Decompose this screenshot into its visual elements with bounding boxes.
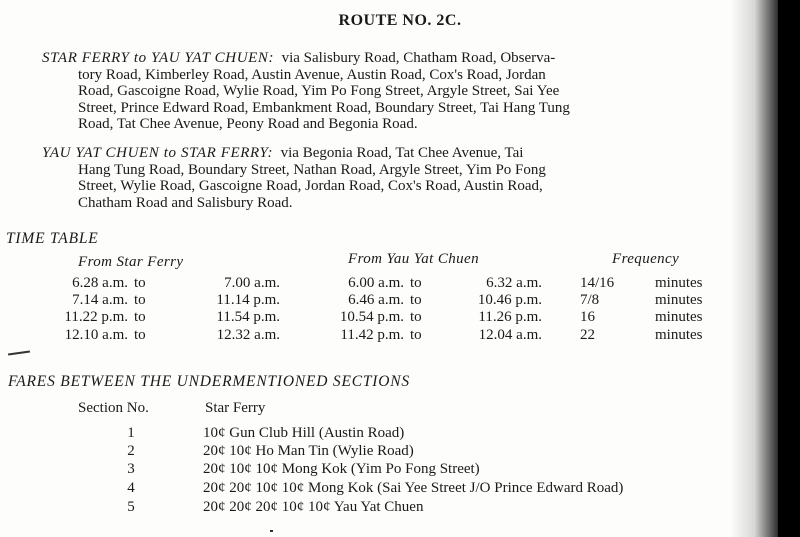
route-out-paragraph xyxy=(42,50,570,133)
fares-heading: FARES BETWEEN THE UNDERMENTIONED SECTIONS xyxy=(8,373,410,390)
timetable-frequency: 16 xyxy=(580,309,595,325)
timetable-col-star-ferry: From Star Ferry xyxy=(78,254,184,270)
fare-row xyxy=(203,443,414,460)
route-back-line: Chatham Road and Salisbury Road. xyxy=(78,194,293,211)
timetable-yy-to: 10.46 p.m. xyxy=(477,292,542,308)
timetable-frequency-unit: minutes xyxy=(655,309,703,325)
scan-shadow-edge xyxy=(778,0,800,537)
timetable-sf-from: 6.28 a.m. xyxy=(72,275,128,291)
fare-section-no: 5 xyxy=(127,499,135,515)
fares-col-origin: Star Ferry xyxy=(205,400,266,416)
timetable-frequency-unit: minutes xyxy=(655,327,703,343)
fare-place: Yau Yat Chuen xyxy=(333,499,424,515)
fare-section-no: 3 xyxy=(127,461,135,477)
fare-place: Mong Kok (Yim Po Fong Street) xyxy=(281,461,480,477)
timetable-yy-from: 6.00 a.m. xyxy=(348,275,404,291)
timetable-yy-from: 11.42 p.m. xyxy=(340,327,404,343)
fare-row xyxy=(203,480,623,497)
route-back-paragraph xyxy=(42,145,546,211)
timetable-sf-to: 12.32 a.m. xyxy=(216,327,280,343)
fare-amounts: 20¢ 20¢ 10¢ 10¢ xyxy=(203,480,305,496)
route-title: ROUTE NO. 2C. xyxy=(338,12,462,29)
timetable-frequency: 14/16 xyxy=(580,275,615,291)
fare-place: Mong Kok (Sai Yee Street J/O Prince Edward Road) xyxy=(308,480,624,496)
timetable-sf-from: 12.10 a.m. xyxy=(64,327,128,343)
timetable-yy-from: 10.54 p.m. xyxy=(339,309,404,325)
fares-col-section: Section No. xyxy=(78,400,149,416)
timetable-frequency-unit: minutes xyxy=(655,292,703,308)
timetable-to-word: to xyxy=(410,309,422,325)
timetable-to-word: to xyxy=(134,327,146,343)
fare-section-no: 2 xyxy=(127,443,135,459)
timetable-to-word: to xyxy=(134,309,146,325)
timetable-sf-to: 11.14 p.m. xyxy=(216,292,280,308)
fare-place: Gun Club Hill (Austin Road) xyxy=(229,425,405,441)
timetable-to-word: to xyxy=(410,275,422,291)
timetable-to-word: to xyxy=(410,327,422,343)
timetable-sf-to: 11.54 p.m. xyxy=(216,309,280,325)
timetable-col-yau-yat-chuen: From Yau Yat Chuen xyxy=(348,251,479,267)
print-speck xyxy=(270,530,273,532)
timetable-yy-to: 11.26 p.m. xyxy=(478,309,542,325)
timetable-yy-to: 12.04 a.m. xyxy=(478,327,542,343)
route-out-line: tory Road, Kimberley Road, Austin Avenue, Austin Road, Cox's Road, Jordan xyxy=(78,66,546,83)
route-out-line: Road, Tat Chee Avenue, Peony Road and Begonia Road. xyxy=(78,116,418,132)
fare-row xyxy=(203,425,404,442)
timetable-frequency: 7/8 xyxy=(580,292,600,308)
fare-amounts: 20¢ 10¢ xyxy=(203,443,252,459)
fare-place: Ho Man Tin (Wylie Road) xyxy=(255,443,414,459)
fare-amounts: 10¢ xyxy=(203,425,226,441)
route-back-line: via Begonia Road, Tat Chee Avenue, Tai xyxy=(280,145,524,161)
route-back-line: Hang Tung Road, Boundary Street, Nathan Road, Argyle Street, Yim Po Fong xyxy=(78,161,546,178)
timetable-yy-to: 6.32 a.m. xyxy=(486,275,542,291)
fare-row xyxy=(203,461,480,478)
route-out-line: Street, Prince Edward Road, Embankment Road, Boundary Street, Tai Hang Tung xyxy=(78,99,570,116)
timetable-frequency-unit: minutes xyxy=(655,275,703,291)
timetable-to-word: to xyxy=(134,275,146,291)
timetable-sf-to: 7.00 a.m. xyxy=(224,275,280,291)
timetable-sf-from: 7.14 a.m. xyxy=(72,292,128,308)
fare-amounts: 20¢ 10¢ 10¢ xyxy=(203,461,278,477)
fare-row xyxy=(203,499,423,516)
timetable-to-word: to xyxy=(134,292,146,308)
fare-section-no: 1 xyxy=(127,425,135,441)
timetable-yy-from: 6.46 a.m. xyxy=(348,292,404,308)
timetable-sf-from: 11.22 p.m. xyxy=(64,309,128,325)
timetable-col-frequency: Frequency xyxy=(612,251,680,267)
margin-mark xyxy=(8,350,30,355)
fare-amounts: 20¢ 20¢ 20¢ 10¢ 10¢ xyxy=(203,499,331,515)
route-out-direction: STAR FERRY to YAU YAT CHUEN: xyxy=(42,50,275,66)
fare-section-no: 4 xyxy=(127,480,135,496)
timetable-to-word: to xyxy=(410,292,422,308)
route-out-line: via Salisbury Road, Chatham Road, Observa- xyxy=(281,50,556,66)
route-back-direction: YAU YAT CHUEN to STAR FERRY: xyxy=(42,145,274,161)
timetable-heading: TIME TABLE xyxy=(6,230,99,247)
timetable-frequency: 22 xyxy=(580,327,595,343)
route-back-line: Street, Wylie Road, Gascoigne Road, Jordan Road, Cox's Road, Austin Road, xyxy=(78,178,543,194)
route-out-line: Road, Gascoigne Road, Wylie Road, Yim Po Fong Street, Argyle Street, Sai Yee xyxy=(78,83,560,99)
